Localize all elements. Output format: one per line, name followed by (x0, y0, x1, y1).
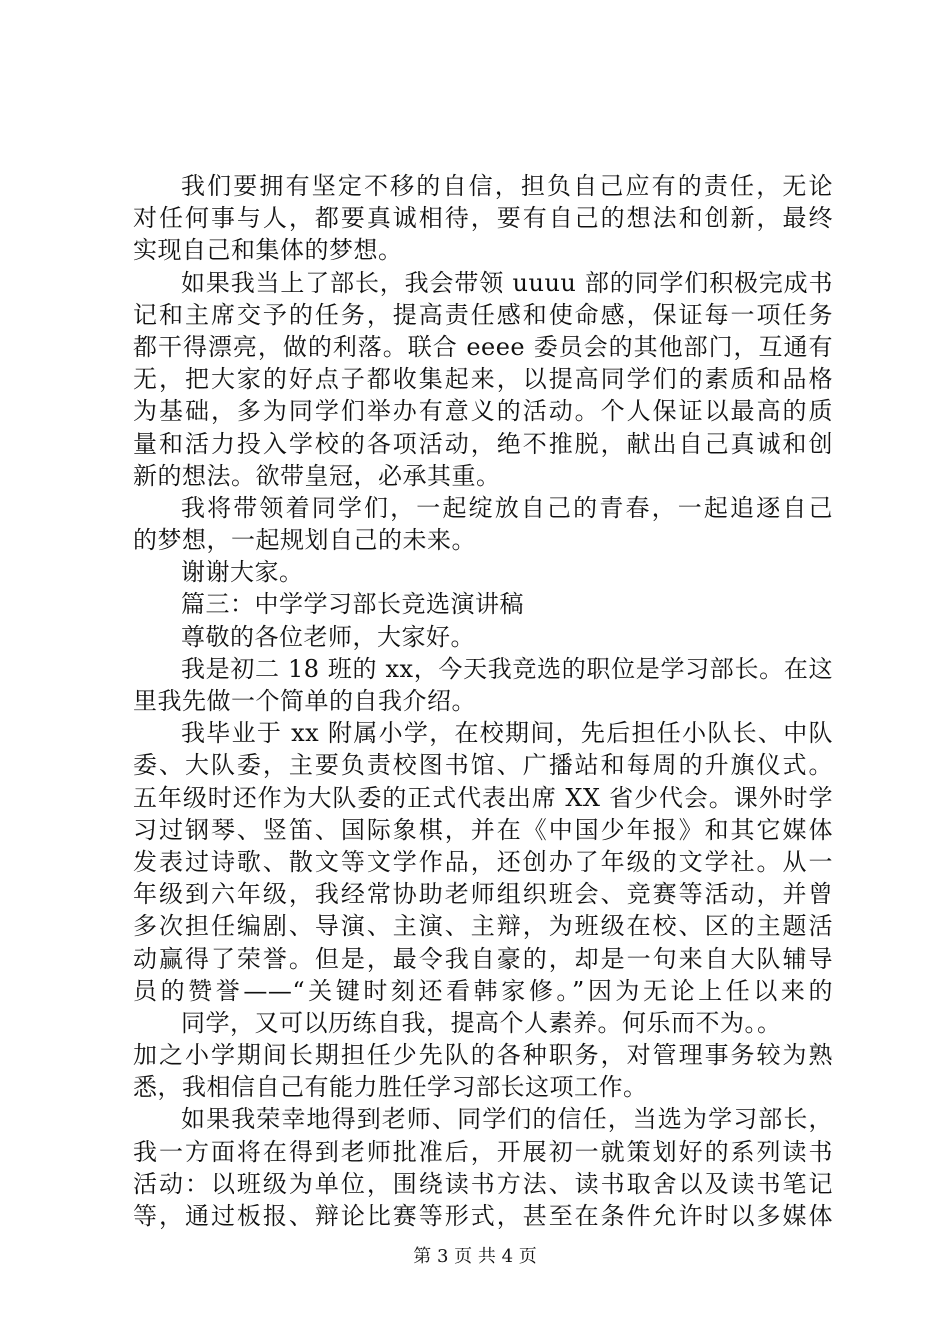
paragraph-line: 的梦想，一起规划自己的未来。 (133, 526, 476, 555)
paragraph-line: 同学，又可以历练自我，提高个人素养。何乐而不为。。 (181, 1008, 782, 1037)
paragraph-line: 记和主席交予的任务，提高责任感和使命感，保证每一项任务 (133, 300, 833, 329)
paragraph-line: 五年级时还作为大队委的正式代表出席 XX 省少代会。课外时学 (133, 783, 833, 812)
paragraph-line: 年级到六年级，我经常协助老师组织班会、竞赛等活动，并曾 (133, 880, 833, 909)
paragraph-line: 无，把大家的好点子都收集起来，以提高同学们的素质和品格 (133, 365, 833, 394)
paragraph-line: 里我先做一个简单的自我介绍。 (133, 687, 476, 715)
paragraph-line: 为基础，多为同学们举办有意义的活动。个人保证以最高的质 (133, 397, 833, 426)
paragraph-line: 都干得漂亮，做的利落。联合 eeee 委员会的其他部门，互通有 (133, 332, 833, 361)
paragraph-line: 我毕业于 xx 附属小学，在校期间，先后担任小队长、中队 (181, 719, 833, 748)
paragraph-line: 如果我当上了部长，我会带领 uuuu 部的同学们积极完成书 (181, 268, 833, 297)
paragraph-line: 我将带领着同学们，一起绽放自己的青春，一起追逐自己 (181, 493, 833, 522)
paragraph-line: 加之小学期间长期担任少先队的各种职务，对管理事务较为熟 (133, 1041, 833, 1070)
paragraph-line: 我们要拥有坚定不移的自信，担负自己应有的责任，无论 (181, 172, 833, 200)
paragraph-line: 习过钢琴、竖笛、国际象棋，并在《中国少年报》和其它媒体 (133, 815, 833, 844)
paragraph-line: 委、大队委，主要负责校图书馆、广播站和每周的升旗仪式。 (133, 751, 833, 780)
page-number-footer: 第 3 页 共 4 页 (413, 1246, 537, 1267)
paragraph-line: 员的赞誉——“关键时刻还看韩家修。”因为无论上任以来的 (133, 976, 833, 1005)
paragraph-line: 实现自己和集体的梦想。 (133, 236, 403, 265)
paragraph-line: 我一方面将在得到老师批准后，开展初一就策划好的系列读书 (133, 1137, 833, 1166)
paragraph-line: 多次担任编剧、导演、主演、主辩，为班级在校、区的主题活 (133, 912, 833, 941)
paragraph-line: 悉，我相信自己有能力胜任学习部长这项工作。 (133, 1073, 648, 1102)
paragraph-line: 谢谢大家。 (181, 558, 304, 587)
paragraph-line: 新的想法。欲带皇冠，必承其重。 (133, 461, 501, 490)
paragraph-line: 活动：以班级为单位，围绕读书方法、读书取舍以及读书笔记 (133, 1169, 833, 1198)
section-heading: 篇三：中学学习部长竞选演讲稿 (181, 590, 524, 619)
paragraph-line: 发表过诗歌、散文等文学作品，还创办了年级的文学社。从一 (133, 847, 833, 876)
document-body (133, 170, 833, 1232)
paragraph-line: 量和活力投入学校的各项活动，绝不推脱，献出自己真诚和创 (133, 429, 833, 458)
paragraph-line: 等，通过板报、辩论比赛等形式，甚至在条件允许时以多媒体 (133, 1202, 833, 1230)
paragraph-line: 动赢得了荣誉。但是，最令我自豪的，却是一句来自大队辅导 (133, 944, 833, 973)
paragraph-line: 我是初二 18 班的 xx，今天我竞选的职位是学习部长。在这 (181, 654, 833, 683)
paragraph-line: 如果我荣幸地得到老师、同学们的信任，当选为学习部长， (181, 1105, 833, 1134)
paragraph-line: 对任何事与人，都要真诚相待，要有自己的想法和创新，最终 (133, 204, 833, 233)
salutation: 尊敬的各位老师，大家好。 (181, 622, 475, 651)
